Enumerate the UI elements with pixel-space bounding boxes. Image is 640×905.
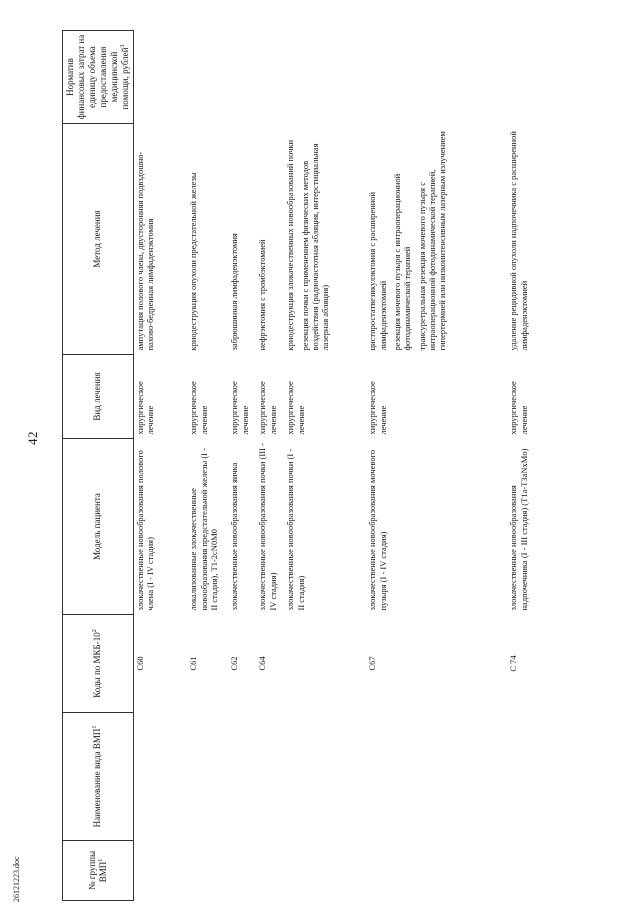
treatment-method: забрюшинная лимфаденэктомия xyxy=(229,233,240,351)
patient-model: злокачественные новообразования надпочечника (I - III стадия) (T1a-T3aNxMo) xyxy=(508,448,529,611)
vmp-table xyxy=(62,30,567,901)
patient-model: злокачественные новообразования мочевого пузыря (I - IV стадия) xyxy=(367,449,388,611)
treatment-method: криодеструкция злокачественных новообразований почки резекция почки с применением физических методов воздействия (радиочастотная абляция, интерстициальная лазерная абляция) xyxy=(285,139,331,351)
table-row xyxy=(187,31,228,901)
header-vmp-name: Наименование вида ВМП$^1$ xyxy=(63,713,134,841)
footer-file-id: 26121223.doc xyxy=(12,856,21,902)
patient-model: локализованные злокачественные новообразования предстательной железы (I - II стадия), Т1-2cN0M0 xyxy=(188,448,220,611)
header-icd-codes: Коды по МКБ-$10^2$ xyxy=(63,615,134,713)
header-row xyxy=(63,31,134,901)
header-treatment-method: Метод лечения xyxy=(63,124,134,355)
patient-model: злокачественные новообразования почки (III - IV стадия) xyxy=(257,443,278,611)
icd-code xyxy=(284,615,366,713)
header-treatment-type: Вид лечения xyxy=(63,355,134,439)
patient-model: злокачественные новообразования яичка xyxy=(229,462,240,611)
header-patient-model: Модель пациента xyxy=(63,439,134,615)
treatment-method: криодеструкция опухоли предстательной железы xyxy=(188,172,199,351)
table-row xyxy=(366,31,507,901)
icd-code: C64 xyxy=(257,656,268,671)
treatment-type: хирургическое лечение xyxy=(134,381,156,435)
treatment-type: хирургическое лечение xyxy=(285,381,306,435)
treatment-type: хирургическое лечение xyxy=(367,381,388,435)
table-row xyxy=(228,31,256,901)
treatment-method: ампутация полового члена, двусторонняя подвздошно-пахово-бедренная лимфаденэктомия xyxy=(134,151,156,351)
patient-model: злокачественные новообразования полового члена (I - IV стадия) xyxy=(134,450,156,611)
table-row xyxy=(507,31,567,901)
treatment-type: хирургическое лечение xyxy=(508,381,529,435)
icd-code: C60 xyxy=(134,656,145,671)
treatment-method: цистпростатвезикулэктомия с расширенной лимфаденэктомией резекция мочевого пузыря с интраоперационной фотодинамической терапией трансуретральная резекция мочевого пузыря с интраоперационной фотодинамической терапией, гипертермией или низкоинтенсивным лазерным излучением xyxy=(367,131,448,351)
page-number: 42 xyxy=(25,431,40,445)
icd-code: C62 xyxy=(229,656,240,671)
icd-code: C61 xyxy=(188,656,199,671)
table-row xyxy=(284,31,366,901)
rotated-page-content xyxy=(62,31,632,901)
treatment-type: хирургическое лечение xyxy=(257,381,278,435)
header-cost-norm: Норматив финансовых затрат на единицу объема предоставления медицинской помощи, рублей$^3$ xyxy=(63,31,134,124)
table-row xyxy=(133,31,187,901)
treatment-type: хирургическое лечение xyxy=(188,381,209,435)
treatment-method: нефрэктомия с тромбэктомией xyxy=(257,239,268,351)
table-row xyxy=(256,31,284,901)
treatment-method: удаление рецидивной опухоли надпочечника с расширенной лимфаденэктомией xyxy=(508,131,529,351)
treatment-type: хирургическое лечение xyxy=(229,381,250,435)
icd-code: C 74 xyxy=(508,655,519,672)
header-group-number: № группы ВМП$^1$ xyxy=(63,841,134,901)
patient-model: злокачественные новообразования почки (I - II стадия) xyxy=(285,448,306,611)
icd-code: C67 xyxy=(367,656,378,671)
